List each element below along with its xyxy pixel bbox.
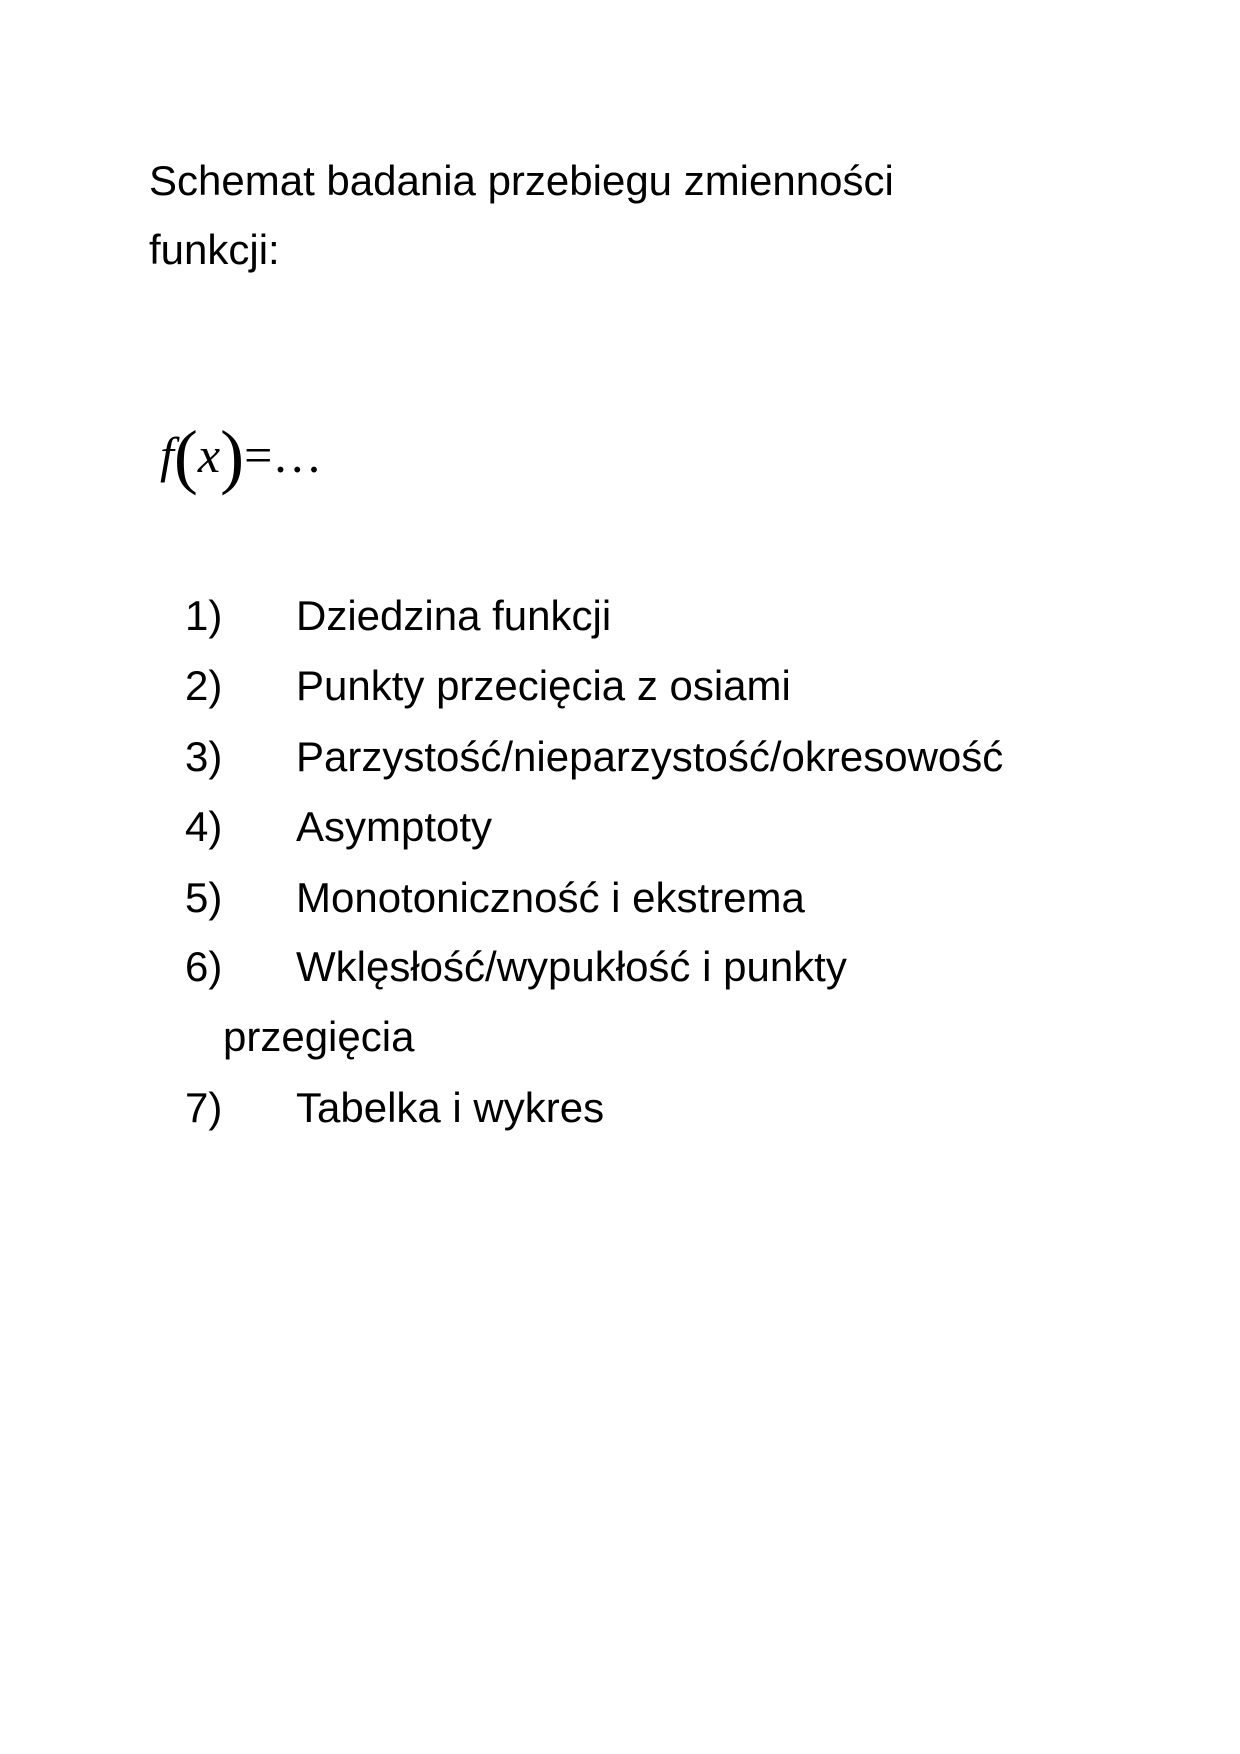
step-number: 6) <box>185 943 223 990</box>
step-label: Punkty przecięcia z osiami <box>296 662 791 709</box>
formula-close-paren: ) <box>220 416 245 496</box>
step-number: 5) <box>185 874 223 921</box>
step-label: Asymptoty <box>296 803 493 850</box>
step-number: 1) <box>185 592 223 639</box>
formula-f: f <box>160 427 174 483</box>
step-number: 4) <box>185 803 223 850</box>
formula-rest: =… <box>244 427 323 483</box>
step-label: Monotoniczność i ekstrema <box>296 874 805 921</box>
step-label-continuation: przegięcia <box>223 1013 415 1060</box>
formula-x: x <box>197 427 221 483</box>
step-number: 7) <box>185 1084 223 1131</box>
step-number: 2) <box>185 662 223 709</box>
step-number: 3) <box>185 733 223 780</box>
step-label: Dziedzina funkcji <box>296 592 612 639</box>
step-label: Parzystość/nieparzystość/okresowość <box>296 733 1004 780</box>
function-formula <box>160 415 322 498</box>
step-label: Tabelka i wykres <box>296 1084 605 1131</box>
formula-open-paren: ( <box>173 416 198 496</box>
heading-line-2: funkcji: <box>149 226 280 273</box>
heading-line-1: Schemat badania przebiegu zmienności <box>149 157 894 204</box>
step-label: Wklęsłość/wypukłość i punkty <box>296 943 847 990</box>
